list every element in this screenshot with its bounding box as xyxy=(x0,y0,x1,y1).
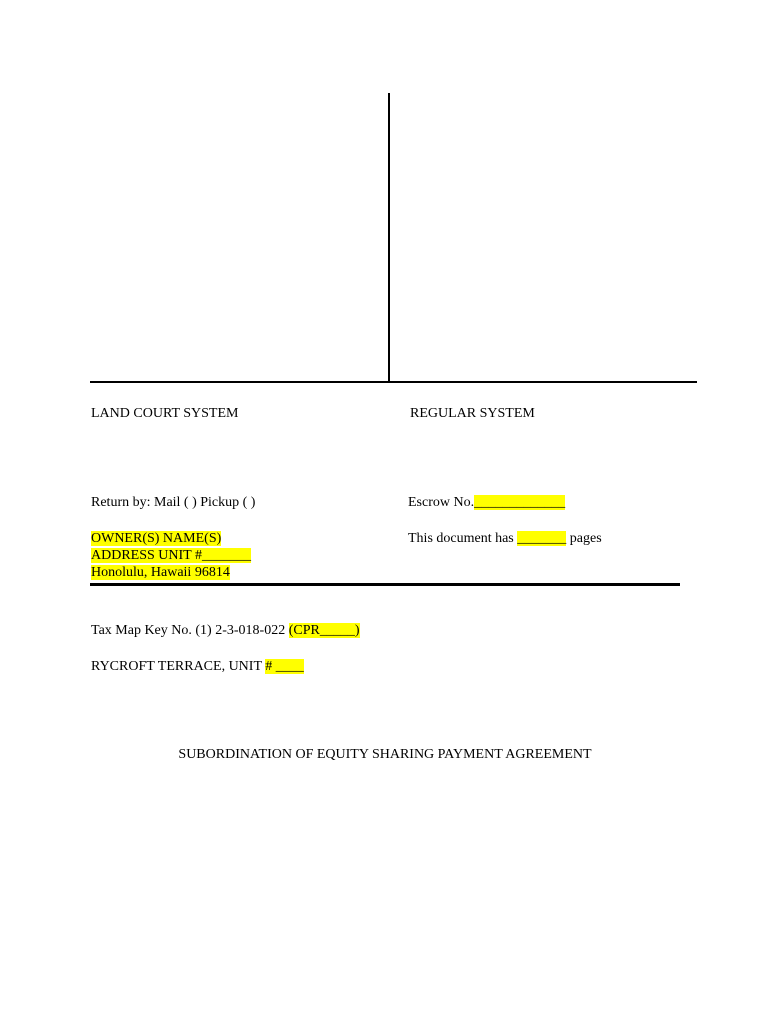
regular-system-label: REGULAR SYSTEM xyxy=(410,406,535,421)
land-court-system-label: LAND COURT SYSTEM xyxy=(91,406,239,421)
return-by-line: Return by: Mail ( ) Pickup ( ) xyxy=(91,495,256,510)
property-line xyxy=(91,658,304,675)
tax-map-label: Tax Map Key No. (1) 2-3-018-022 xyxy=(91,623,289,638)
escrow-number-line xyxy=(408,494,565,511)
pages-blank: _______ xyxy=(517,531,567,546)
owner-block xyxy=(91,530,251,581)
unit-blank: # ____ xyxy=(265,659,304,674)
pages-prefix: This document has xyxy=(408,531,518,546)
cpr-blank: (CPR_____) xyxy=(288,623,360,638)
tax-map-key-line xyxy=(91,622,360,639)
pages-suffix: pages xyxy=(566,531,602,546)
owner-name: OWNER(S) NAME(S) xyxy=(91,531,222,546)
vertical-divider xyxy=(388,93,390,383)
escrow-label: Escrow No. xyxy=(408,495,475,510)
owner-address: ADDRESS UNIT #_______ xyxy=(91,548,251,563)
escrow-blank: _____________ xyxy=(474,495,566,510)
address-rule xyxy=(90,583,680,586)
document-title: SUBORDINATION OF EQUITY SHARING PAYMENT AGREEMENT xyxy=(178,747,592,762)
property-label: RYCROFT TERRACE, UNIT xyxy=(91,659,266,674)
page-count-line xyxy=(408,530,602,547)
header-rule xyxy=(90,381,697,383)
owner-city: Honolulu, Hawaii 96814 xyxy=(91,565,230,580)
